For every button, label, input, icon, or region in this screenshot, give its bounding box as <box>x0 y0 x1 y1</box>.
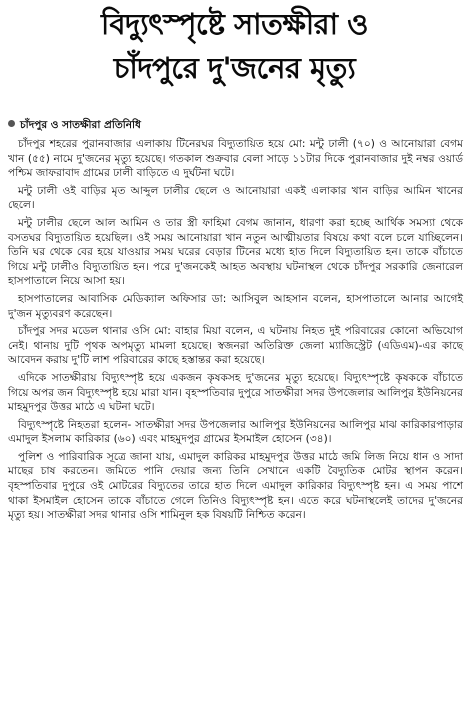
paragraph-4: হাসপাতালের আবাসিক মেডিক্যাল অফিসার ডা: আসিবুল আহসান বলেন, হাসপাতালে আনার আগেই দু'জন মৃত্যুবরণ করেছেন। <box>8 292 463 320</box>
headline-line-1: বিদ্যুৎস্পৃষ্টে সাতক্ষীরা ও <box>101 7 368 41</box>
paragraph-8: পুলিশ ও পারিবারিক সূত্রে জানা যায়, এমাদুল কারিকর মাহমুদপুর উত্তর মাঠে জমি লিজ নিয়ে ধান ও সাদা মাছের চাষ করতেন। জমিতে পানি দেয়ার জন্য তিনি সেখানে একটি বৈদ্যুতিক মোটর স্থাপন করেন। বৃহস্পতিবার দুপুরে ওই মোটরের বিদ্যুতের তারে হাত দিলে এমাদুল কারিকার বিদ্যুৎস্পৃষ্ট হন। এ সময় পাশে থাকা ইসমাইল হোসেন তাকে বাঁচাতে গেলে তিনিও বিদ্যুৎস্পৃষ্ট হন। এতে করে ঘটনাস্থলেই তাদের দু'জনের মৃত্যু হয়। সাতক্ষীরা সদর থানার ওসি শামিনুল হক বিষয়টি নিশ্চিত করেন। <box>8 450 463 522</box>
headline-line-2: চাঁদপুরে দু'জনের মৃত্যু <box>113 51 356 85</box>
article-body <box>8 137 463 523</box>
paragraph-5: চাঁদপুর সদর মডেল থানার ওসি মো: বাহার মিয়া বলেন, এ ঘটনায় নিহত দুই পরিবারের কোনো অভিযোগ নেই। থানায় দুটি পৃথক অপমৃত্যু মামলা হয়েছে। স্বজনরা অতিরিক্ত জেলা ম্যাজিস্ট্রেট (এডিএম)-এর কাছে আবেদন করায় দু'টি লাশ পরিবারের কাছে হস্তান্তর করা হয়েছে। <box>8 325 463 367</box>
paragraph-3: মন্টু ঢালীর ছেলে আল আমিন ও তার স্ত্রী ফাহিমা বেগম জানান, ধারণা করা হচ্ছে আর্থিক সমস্যা থেকে বসতঘর বিদ্যুতায়িত হয়েছিল। ওই সময় আনোয়ারা খান নতুন আত্মীয়তার বিষয়ে কথা বলে চলে যাচ্ছিলেন। তিনি ঘর থেকে বের হয়ে যাওয়ার সময় ঘরের বেড়ার টিনের মধ্যে হাত দিলে বিদ্যুতায়িত হন। তাকে বাঁচাতে গিয়ে মন্টু ঢালীও বিদ্যুতায়িত হন। পরে দু'জনকেই আহত অবস্থায় ঘটনাস্থল থেকে চাঁদপুর সরকারি জেনারেল হাসপাতালে নিয়ে আসা হয়। <box>8 216 463 288</box>
paragraph-2: মন্টু ঢালী ওই বাড়ির মৃত আব্দুল ঢালীর ছেলে ও আনোয়ারা একই এলাকার খান বাড়ির আমিন খানের ছেলে। <box>8 184 463 212</box>
byline-text: চাঁদপুর ও সাতক্ষীরা প্রতিনিধি <box>20 119 141 131</box>
paragraph-6: এদিকে সাতক্ষীরায় বিদ্যুৎস্পৃষ্ট হয়ে একজন কৃষকসহ দু'জনের মৃত্যু হয়েছে। বিদ্যুৎস্পৃষ্টে কৃষককে বাঁচাতে গিয়ে অপর জন বিদ্যুৎস্পৃষ্ট হয়ে মারা যান। বৃহস্পতিবার দুপুরে সাতক্ষীরা সদর উপজেলার আলিপুর ইউনিয়নের মাহমুদপুর উত্তর মাঠে এ ঘটনা ঘটে। <box>8 371 463 414</box>
bullet-icon <box>8 120 15 127</box>
paragraph-7: বিদ্যুৎস্পৃষ্টে নিহতরা হলেন- সাতক্ষীরা সদর উপজেলার আলিপুর ইউনিয়নের আলিপুর মাঝ কারিকারপাড়ার এমাদুল ইসলাম কারিকার (৬০) এবং মাহমুদপুর গ্রামের ইসমাইল হোসেন (৩৪)। <box>8 418 463 446</box>
headline <box>0 2 469 90</box>
byline <box>8 118 141 132</box>
paragraph-1: চাঁদপুর শহরের পুরানবাজার এলাকায় টিনেরঘর বিদ্যুতায়িত হয়ে মো: মন্টু ঢালী (৭০) ও আনোয়ারা বেগম খান (৫৫) নামে দু'জনের মৃত্যু হয়েছে। গতকাল শুক্রবার বেলা সাড়ে ১১টার দিকে পুরানবাজার দুই নম্বর ওয়ার্ড পশ্চিম জাফরাবাদ গ্রামের ঢালী বাড়িতে এ দুর্ঘটনা ঘটে। <box>8 138 463 180</box>
